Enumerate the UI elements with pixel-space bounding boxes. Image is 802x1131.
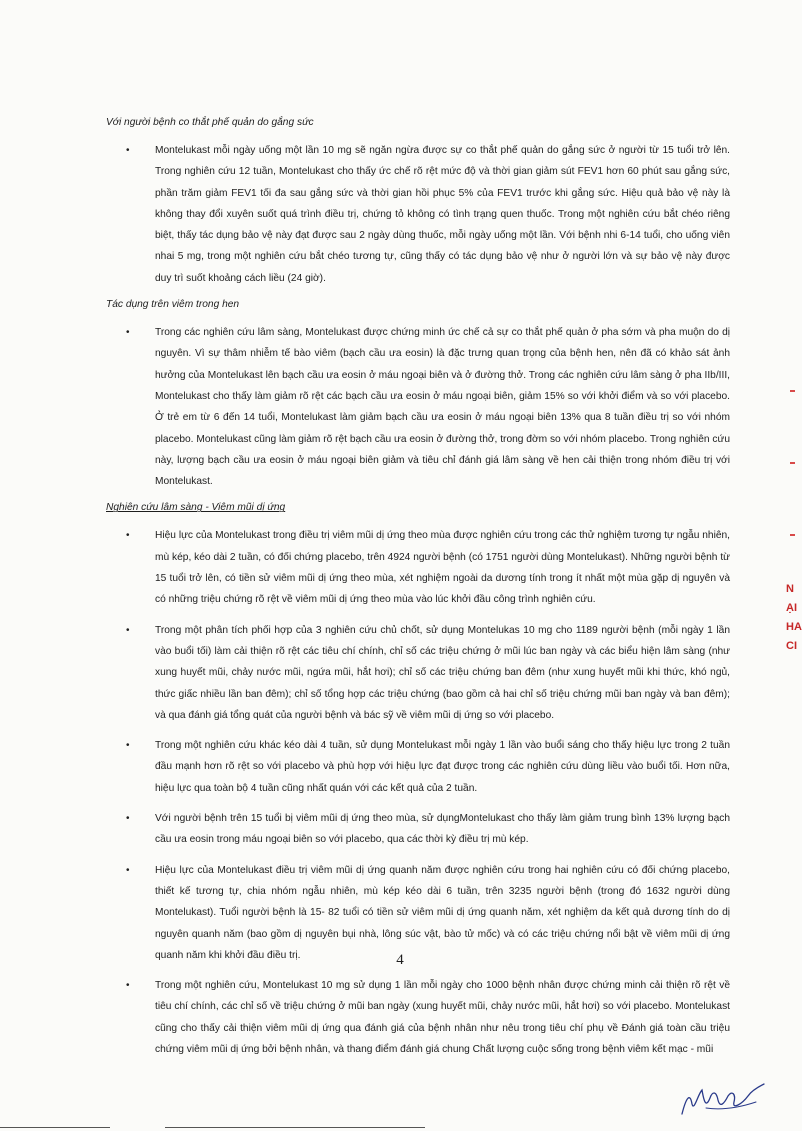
bullet-list: [106, 525, 730, 1060]
signature-icon: [676, 1078, 768, 1120]
paragraph-text: Trong các nghiên cứu lâm sàng, Montelukast được chứng minh ức chế cả sự co thắt phế quản ở pha sớm và pha muộn do dị nguyên. Vì sự thâm nhiễm tế bào viêm (bạch cầu ưa eosin) là đặc trưng quan trọng của bệnh hen, nên đã có khảo sát ảnh hưởng của Montelukast lên bạch cầu ưa eosin ở máu ngoại biên và ở đường thở. Trong các nghiên cứu lâm sàng ở pha IIb/III, Montelukast cho thấy làm giảm rõ rệt các bạch cầu ưa eosin ở máu ngoại biên, giảm 15% so với khởi điểm và so với placebo. Ở trẻ em từ 6 đến 14 tuổi, Montelukast làm giảm bạch cầu ưa eosin ở máu ngoại biên 13% qua 8 tuần điều trị so với nhóm placebo. Montelukast cũng làm giảm rõ rệt bạch cầu ưa eosin ở đường thở, trong đờm so với nhóm placebo. Trong nghiên cứu này, lượng bạch cầu ưa eosin ở máu ngoại biên giảm và tiêu chỉ đánh giá lâm sàng về hen cải thiện trong nhóm điều trị với Montelukast.: [155, 327, 730, 488]
paragraph-text: Với người bệnh trên 15 tuổi bị viêm mũi dị ứng theo mùa, sử dụngMontelukast cho thấy làm giảm trung bình 13% lượng bạch cầu ưa eosin trong máu ngoại biên so với placebo, qua các thời kỳ điều trị mù kép.: [155, 813, 730, 846]
paragraph-text: Trong một nghiên cứu, Montelukast 10 mg sử dụng 1 lần mỗi ngày cho 1000 bệnh nhân được chứng minh cải thiện rõ rệt về tiêu chí chính, các chỉ số về triệu chứng ở mũi ban ngày (xung huyết mũi, chảy nước mũi, hắt hơi) so với placebo. Montelukast cũng cho thấy cải thiện viêm mũi dị ứng qua đánh giá của bệnh nhân như nêu trong tiêu chí phụ về Đánh giá toàn cầu triệu chứng viêm mũi dị ứng bởi bệnh nhân, và thang điểm đánh giá chung Chất lượng cuộc sống trong bệnh viêm kết mạc - mũi: [155, 980, 730, 1055]
bullet-icon: •: [126, 980, 130, 992]
stamp-mark: [790, 390, 795, 392]
bullet-icon: •: [126, 327, 130, 339]
stamp-letter: HA: [786, 621, 802, 633]
document-body: [106, 116, 730, 1069]
paragraph-text: Montelukast mỗi ngày uống một lần 10 mg sẽ ngăn ngừa được sự co thắt phế quản do gắng sức ở người từ 15 tuổi trở lên. Trong nghiên cứu 12 tuần, Montelukast cho thấy ức chế rõ rệt mức độ và thời gian giảm sút FEV1 hơn 60 phút sau gắng sức, phần trăm giảm FEV1 tối đa sau gắng sức và thời gian hồi phục 5% của FEV1 trước khi gắng sức. Hiệu quả bảo vệ này là không thay đổi xuyên suốt quá trình điều trị, chứng tỏ không có tình trạng quen thuốc. Trong một nghiên cứu bắt chéo riêng biệt, thấy tác dụng bảo vệ này đạt được sau 2 ngày dùng thuốc, mỗi ngày uống một lần. Với bệnh nhi 6-14 tuổi, cho uống viên nhai 5 mg, trong một nghiên cứu bắt chéo tương tự, cũng thấy có tác dụng bảo vệ như ở người lớn và sự bảo vệ này được duy trì suốt khoảng cách liều (24 giờ).: [155, 145, 730, 284]
section-heading: Nghiên cứu lâm sàng - Viêm mũi dị ứng: [106, 502, 286, 514]
list-item: [106, 322, 730, 492]
stamp-letter: ẠI: [786, 602, 797, 614]
bullet-icon: •: [126, 740, 130, 752]
stamp-letter: CI: [786, 640, 797, 652]
bullet-icon: •: [126, 864, 130, 876]
list-item: [106, 808, 730, 851]
stamp-mark: [790, 462, 795, 464]
bullet-list: [106, 322, 730, 492]
footer-rule-right: [165, 1127, 425, 1128]
paragraph-text: Hiệu lực của Montelukast điều trị viêm mũi dị ứng quanh năm được nghiên cứu trong hai nghiên cứu có đối chứng placebo, thiết kế tương tự, chia nhóm ngẫu nhiên, mù kép kéo dài 6 tuần, trên 3235 người bệnh (trong đó 1632 người dùng Montelukast). Tuổi người bệnh là 15- 82 tuổi có tiền sử viêm mũi dị ứng quanh năm, xét nghiệm da kết quả dương tính do dị nguyên quanh năm (bao gồm dị nguyên bụi nhà, lông súc vật, bào tử mốc) và có các triệu chứng nổi bật về viêm mũi dị ứng quanh năm khi khởi đầu điều trị.: [155, 864, 730, 961]
stamp-edge-marks: [790, 390, 798, 606]
list-item: [106, 140, 730, 289]
stamp-fragment: [786, 580, 800, 656]
section-clinical-studies-allergic-rhinitis: [106, 501, 730, 1060]
bullet-icon: •: [126, 624, 130, 636]
list-item: [106, 735, 730, 799]
bullet-list: [106, 140, 730, 289]
bullet-icon: •: [126, 813, 130, 825]
paragraph-text: Trong một nghiên cứu khác kéo dài 4 tuần, sử dụng Montelukast mỗi ngày 1 lần vào buổi sáng cho thấy hiệu lực trong 2 tuần đầu mạnh hơn rõ rệt so với placebo và phù hợp với hiệu lực đạt được trong các nghiên cứu dùng liều vào buổi tối. Hơn nữa, hiệu lực qua toàn bộ 4 tuần cũng nhất quán với các kết quả của 2 tuần.: [155, 740, 730, 794]
footer-rule-left: [0, 1127, 110, 1128]
section-inflammation-in-asthma: [106, 298, 730, 492]
stamp-mark: [790, 534, 795, 536]
paragraph-text: Hiệu lực của Montelukast trong điều trị viêm mũi dị ứng theo mùa được nghiên cứu trong các thử nghiệm tương tự ngẫu nhiên, mù kép, kéo dài 2 tuần, có đối chứng placebo, trên 4924 người bệnh (có 1751 người dùng Montelukast). Những người bệnh từ 15 tuổi trở lên, có tiền sử viêm mũi dị ứng theo mùa, xét nghiệm ngoài da dương tính trong ít nhất một mùa gặp dị nguyên và có những triệu chứng rõ rệt về viêm mũi dị ứng theo mùa vào lúc khởi đầu công trình nghiên cứu.: [155, 530, 730, 606]
bullet-icon: •: [126, 145, 130, 156]
page-number: 4: [396, 952, 404, 968]
section-heading: Với người bệnh co thắt phế quản do gắng sức: [106, 117, 314, 128]
list-item: [106, 620, 730, 726]
list-item: [106, 525, 730, 610]
section-exercise-bronchospasm: [106, 116, 730, 289]
list-item: [106, 975, 730, 1060]
section-heading: Tác dụng trên viêm trong hen: [106, 299, 240, 311]
list-item: [106, 860, 730, 966]
paragraph-text: Trong một phân tích phối hợp của 3 nghiên cứu chủ chốt, sử dụng Montelukas 10 mg cho 1189 người bệnh (mỗi ngày 1 lần vào buổi tối) làm cải thiện rõ rệt các tiêu chí chính, chỉ số các triệu chứng ở mũi lúc ban ngày và các biểu hiện lâm sàng (như xung huyết mũi, chảy nước mũi, ngứa mũi, hắt hơi); chỉ số các triệu chứng ban đêm (như xung huyết mũi khi thức, khó ngủ, thức giấc nhiều lần ban đêm); chỉ số tổng hợp các triệu chứng (bao gồm cả hai chỉ số triệu chứng mũi ban ngày và ban đêm); và qua đánh giá tổng quát của người bệnh và bác sỹ về viêm mũi dị ứng so với placebo.: [155, 624, 730, 721]
bullet-icon: •: [126, 530, 130, 542]
stamp-letter: N: [786, 583, 794, 595]
